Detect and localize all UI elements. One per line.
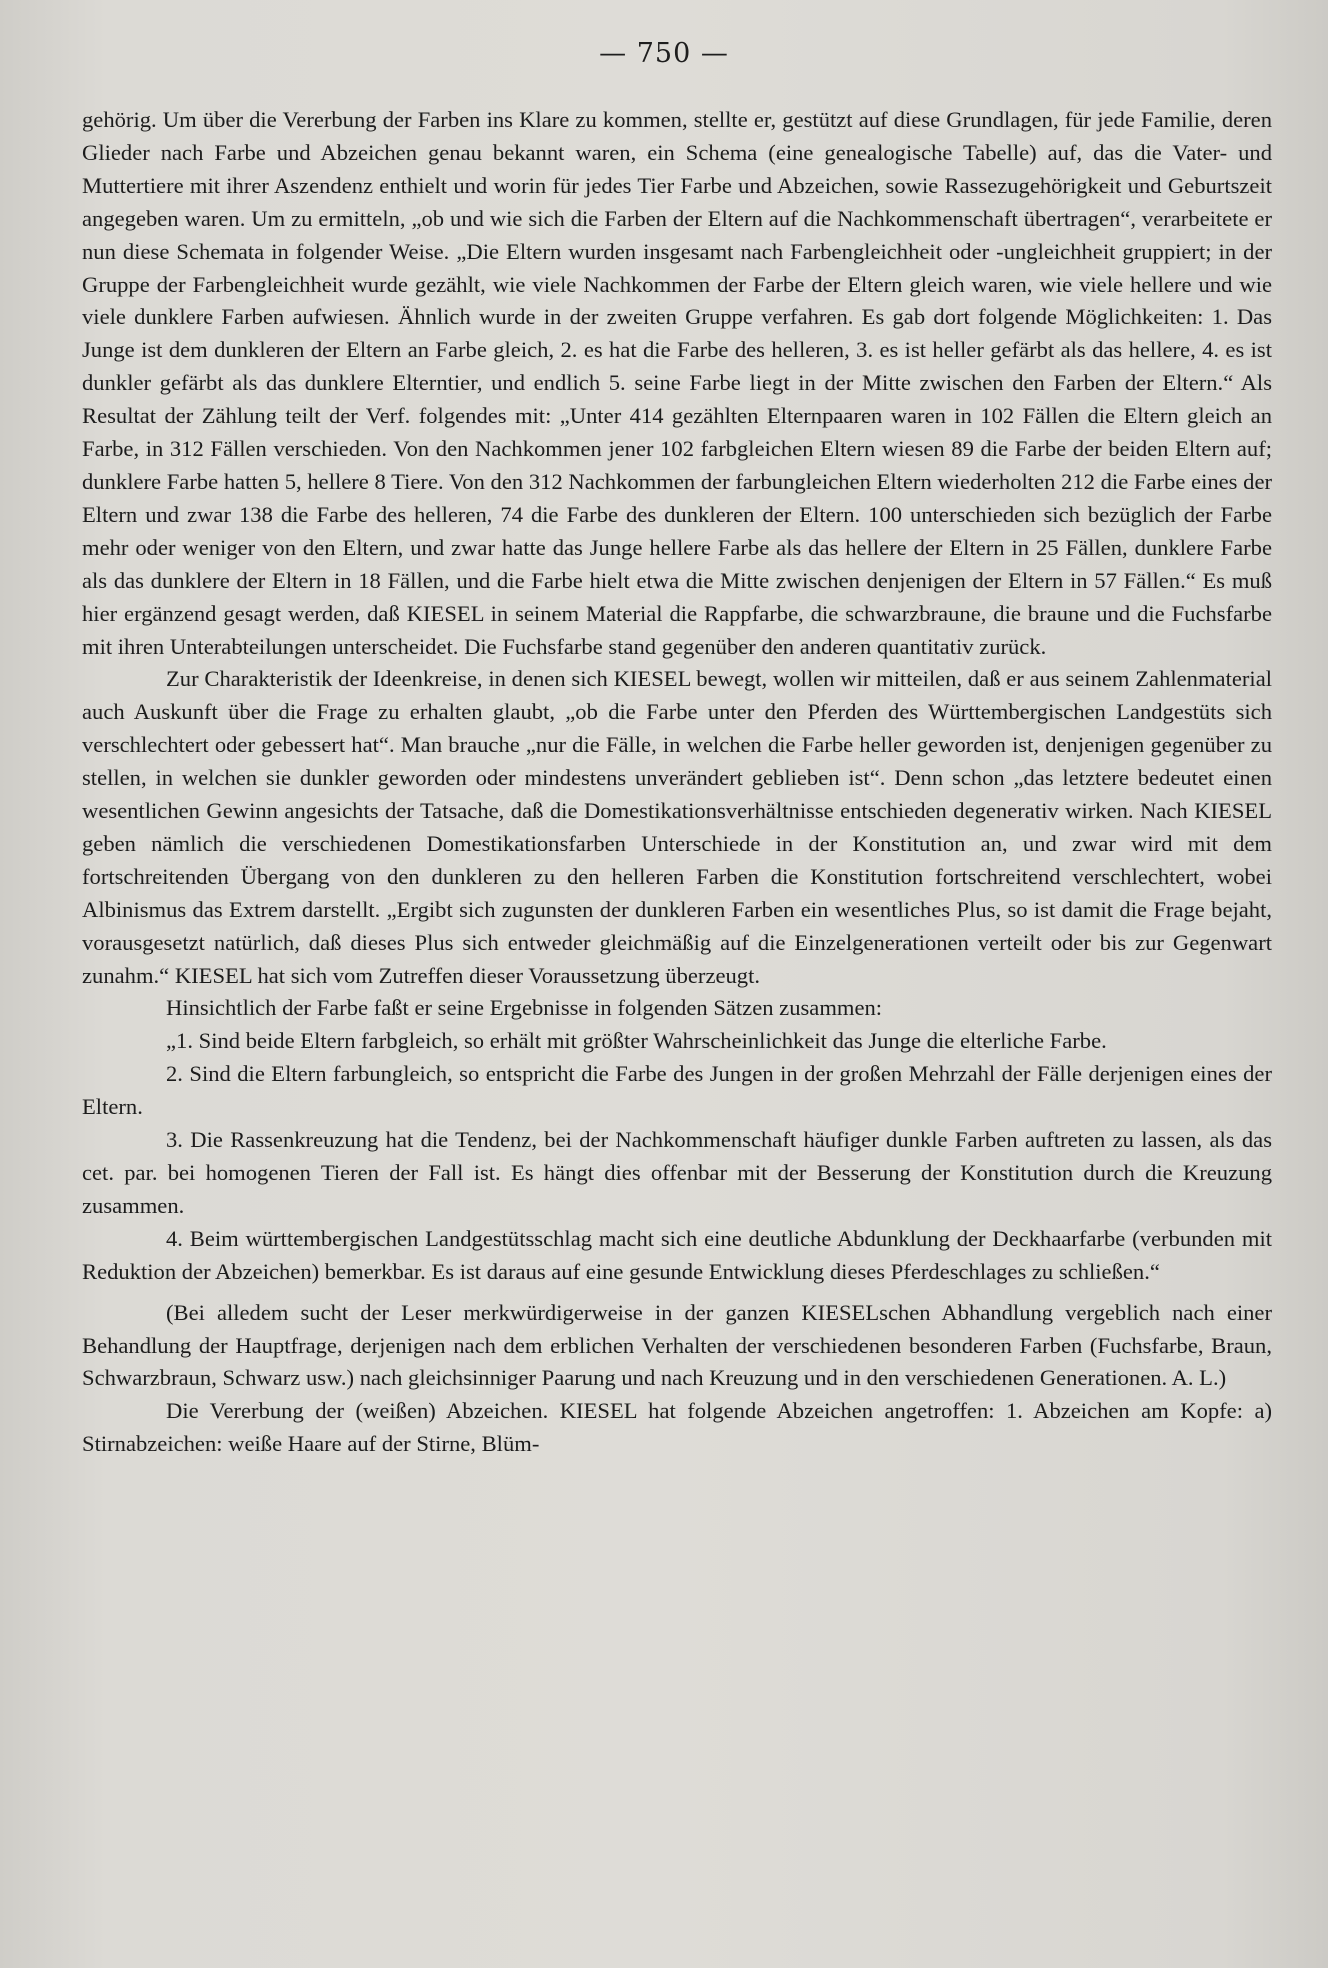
editor-note: (Bei alledem sucht der Leser merkwürdigerweise in der ganzen KIESELschen Abhandlung vergeblich nach einer Behandlung der Hauptfrage, derjenigen nach dem erblichen Verhalten der verschiedenen besonderen Farben (Fuchsfarbe, Braun, Schwarzbraun, Schwarz usw.) nach gleichsinniger Paarung und nach Kreuzung und in den verschiedenen Generationen. A. L.) xyxy=(82,1299,1272,1391)
list-item-3: 3. Die Rassenkreuzung hat die Tendenz, bei der Nachkommenschaft häufiger dunkle Farben auftreten zu lassen, als das cet. par. bei homogenen Tieren der Fall ist. Es hängt dies offenbar mit der Besserung der Konstitution durch die Kreuzung zusammen. xyxy=(82,1127,1272,1218)
page-number: — 750 — xyxy=(599,38,729,69)
body-text xyxy=(82,104,1272,1461)
paragraph-3: Hinsichtlich der Farbe faßt er seine Ergebnisse in folgenden Sätzen zusammen: xyxy=(166,995,883,1021)
list-item-1: „1. Sind beide Eltern farbgleich, so erhält mit größter Wahrscheinlichkeit das Junge die elterliche Farbe. xyxy=(166,1028,1107,1054)
list-item-4: 4. Beim württembergischen Landgestütsschlag macht sich eine deutliche Abdunklung der Deckhaarfarbe (verbunden mit Reduktion der Abzeichen) bemerkbar. Es ist daraus auf eine gesunde Entwicklung dieses Pferdeschlages zu schließen.“ xyxy=(82,1225,1272,1284)
paragraph-2: Zur Charakteristik der Ideenkreise, in denen sich KIESEL bewegt, wollen wir mitteilen, daß er aus seinem Zahlenmaterial auch Auskunft über die Frage zu erhalten glaubt, „ob die Farbe unter den Pferden des Württembergischen Landgestüts sich verschlechtert oder gebessert hat“. Man brauche „nur die Fälle, in welchen die Farbe heller geworden ist, denjenigen gegenüber zu stellen, in welchen sie dunkler geworden oder mindestens unverändert geblieben ist“. Denn schon „das letztere bedeutet einen wesentlichen Gewinn angesichts der Tatsache, daß die Domestikationsverhältnisse entschieden degenerativ wirken. Nach KIESEL geben nämlich die verschiedenen Domestikationsfarben Unterschiede in der Konstitution an, und zwar wird mit dem fortschreitenden Übergang von den dunkleren zu den helleren Farben die Konstitution fortschreitend verschlechtert, wobei Albinismus das Extrem darstellt. „Ergibt sich zugunsten der dunkleren Farben ein wesentliches Plus, so ist damit die Frage bejaht, vorausgesetzt natürlich, daß dieses Plus sich entweder gleichmäßig auf die Einzelgenerationen verteilt oder bis zur Gegenwart zunahm.“ KIESEL hat sich vom Zutreffen dieser Voraussetzung überzeugt. xyxy=(82,666,1272,988)
paragraph-abzeichen: Die Vererbung der (weißen) Abzeichen. KIESEL hat folgende Abzeichen angetroffen: 1. Abzeichen am Kopfe: a) Stirnabzeichen: weiße Haare auf der Stirne, Blüm- xyxy=(82,1398,1272,1457)
paragraph-1: gehörig. Um über die Vererbung der Farben ins Klare zu kommen, stellte er, gestützt auf diese Grundlagen, für jede Familie, deren Glieder nach Farbe und Abzeichen genau bekannt waren, ein Schema (eine genealogische Tabelle) auf, das die Vater- und Muttertiere mit ihrer Aszendenz enthielt und worin für jedes Tier Farbe und Abzeichen, sowie Rassezugehörigkeit und Geburtszeit angegeben waren. Um zu ermitteln, „ob und wie sich die Farben der Eltern auf die Nachkommenschaft übertragen“, verarbeitete er nun diese Schemata in folgender Weise. „Die Eltern wurden insgesamt nach Farbengleichheit oder -ungleichheit gruppiert; in der Gruppe der Farbengleichheit wurde gezählt, wie viele Nachkommen der Farbe der Eltern gleich waren, wie viele hellere und wie viele dunklere Farben aufwiesen. Ähnlich wurde in der zweiten Gruppe verfahren. Es gab dort folgende Möglichkeiten: 1. Das Junge ist dem dunkleren der Eltern an Farbe gleich, 2. es hat die Farbe des helleren, 3. es ist heller gefärbt als das hellere, 4. es ist dunkler gefärbt als das dunklere Elterntier, und endlich 5. seine Farbe liegt in der Mitte zwischen den Farben der Eltern.“ Als Resultat der Zählung teilt der Verf. folgendes mit: „Unter 414 gezählten Elternpaaren waren in 102 Fällen die Eltern gleich an Farbe, in 312 Fällen verschieden. Von den Nachkommen jener 102 farbgleichen Eltern wiesen 89 die Farbe der beiden Eltern auf; dunklere Farbe hatten 5, hellere 8 Tiere. Von den 312 Nachkommen der farbungleichen Eltern wiederholten 212 die Farbe eines der Eltern und zwar 138 die Farbe des helleren, 74 die Farbe des dunkleren der Eltern. 100 unterschieden sich bezüglich der Farbe mehr oder weniger von den Eltern, und zwar hatte das Junge hellere Farbe als das hellere der Eltern in 25 Fällen, dunklere Farbe als das dunklere der Eltern in 18 Fällen, und die Farbe hielt etwa die Mitte zwischen denjenigen der Eltern in 57 Fällen.“ Es muß hier ergänzend gesagt werden, daß KIESEL in seinem Material die Rappfarbe, die schwarzbraune, die braune und die Fuchsfarbe mit ihren Unterabteilungen unterscheidet. Die Fuchsfarbe stand gegenüber den anderen quantitativ zurück. xyxy=(82,107,1272,659)
list-item-2: 2. Sind die Eltern farbungleich, so entspricht die Farbe des Jungen in der großen Mehrzahl der Fälle derjenigen eines der Eltern. xyxy=(82,1061,1272,1120)
